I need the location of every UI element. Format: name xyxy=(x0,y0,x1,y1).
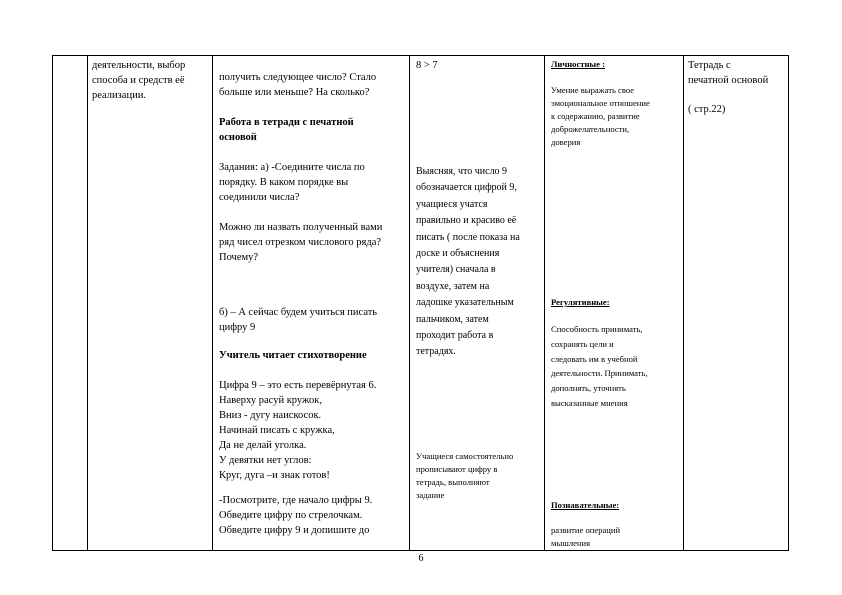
learning-outcomes-cell xyxy=(545,56,684,551)
activity-text: деятельности, выбор способа и средств её реализации. xyxy=(92,60,186,101)
task-a-text: Задания: а) -Соедините числа по порядку. В каком порядке вы соединили числа? xyxy=(219,162,365,203)
independent-work-text: Учащиеся самостоятельно прописывают цифру в тетрадь, выполняют задание xyxy=(416,451,514,500)
number-line-question: Можно ли назвать полученный вами ряд чисел отрезком числового ряда? Почему? xyxy=(219,222,383,263)
poem-text: Цифра 9 – это есть перевёрнутая 6. Наверху расуй кружок, Вниз - дугу наискосок. Начинай писать с кружка, Да не делай уголка. У девятки нет углов: Круг, дуга –и знак готов! xyxy=(219,380,377,481)
table-row xyxy=(53,56,789,551)
cognitive-text: развитие операций мышления xyxy=(551,525,621,548)
student-activity-cell xyxy=(410,56,545,551)
personal-text: Умение выражать свое эмоциональное отношение к содержанию, развитие доброжелательности, доверия xyxy=(551,85,650,147)
cognitive-title: Познавательные: xyxy=(551,500,620,510)
students-learn-text: Выясняя, что число 9 обозначается цифрой 9, учащиеся учатся правильно и красиво её писать ( после показа на доске и объяснения учителя) сначала в воздухе, затем на ладошке указательным пальчиком, затем проходит работа в тетрадях. xyxy=(416,166,520,358)
activity-cell xyxy=(88,56,213,551)
teacher-activity-cell xyxy=(213,56,410,551)
resources-text: Тетрадь с печатной основой xyxy=(688,60,769,86)
page-reference: ( стр.22) xyxy=(688,104,726,115)
regulatory-title: Регулятивные: xyxy=(551,297,610,307)
tracing-instructions: -Посмотрите, где начало цифры 9. Обведите цифру по стрелочкам. Обведите цифру 9 и допишите до xyxy=(219,495,373,536)
stage-number-cell xyxy=(53,56,88,551)
task-b-text: б) – А сейчас будем учиться писать цифру 9 xyxy=(219,307,378,333)
teacher-question: получить следующее число? Стало больше или меньше? На сколько? xyxy=(219,72,377,98)
workbook-heading: Работа в тетради с печатной основой xyxy=(219,117,354,143)
resources-cell xyxy=(684,56,789,551)
page-number: 6 xyxy=(418,553,424,564)
personal-title: Личностные : xyxy=(551,59,605,69)
comparison-text: 8 > 7 xyxy=(416,60,438,71)
lesson-plan-table xyxy=(52,55,789,551)
poem-heading: Учитель читает стихотворение xyxy=(219,350,367,361)
regulatory-text: Способность принимать, сохранять цели и следовать им в учебной деятельности. Принимать, дополнять, уточнять высказанные мнения xyxy=(551,324,648,408)
